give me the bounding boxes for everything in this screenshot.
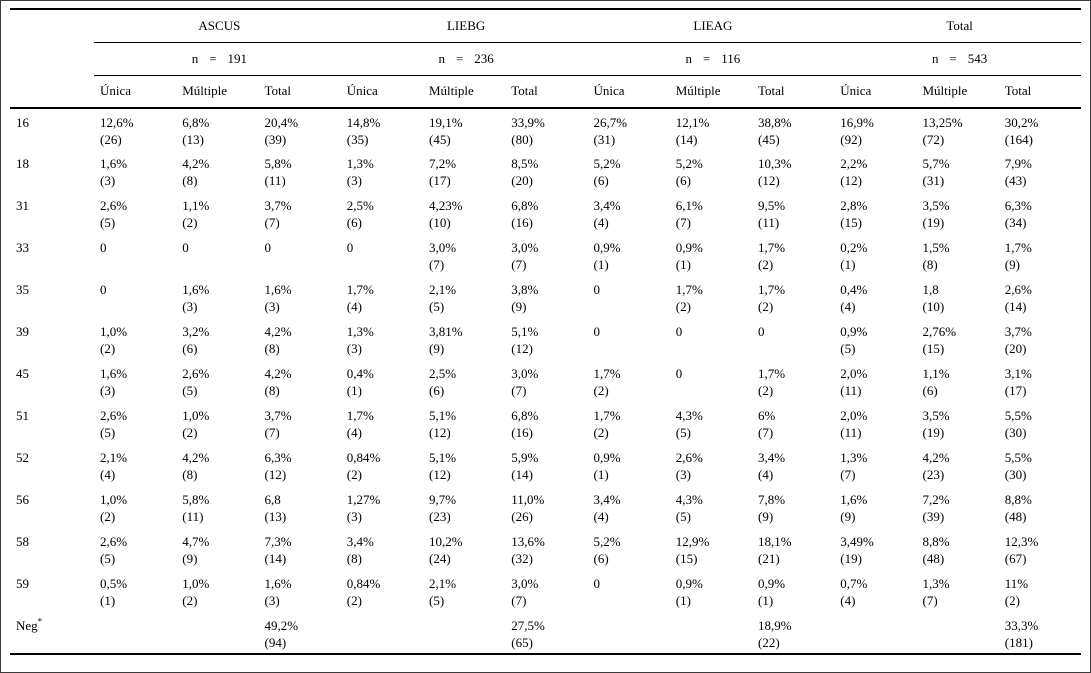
data-cell: 1,6% (3)	[100, 366, 128, 398]
data-cell: 0,2% (1)	[840, 240, 868, 272]
sample-size-ascus: n = 191	[94, 43, 341, 76]
data-cell: 2,0% (11)	[840, 408, 868, 440]
data-cell: 0	[182, 240, 189, 255]
data-cell: 2,0% (11)	[840, 366, 868, 398]
data-cell: 2,6% (14)	[1004, 282, 1032, 314]
data-cell: 19,1% (45)	[429, 115, 463, 147]
data-cell: 1,8 (10)	[922, 282, 945, 314]
data-cell: 2,1% (5)	[429, 576, 457, 608]
table-row-33	[10, 234, 1081, 276]
group-header-row	[10, 9, 1081, 43]
data-cell: 2,1% (5)	[429, 282, 457, 314]
data-cell	[176, 612, 258, 654]
table-body	[10, 108, 1081, 654]
data-cell: 1,6% (3)	[182, 282, 210, 314]
data-cell: 3,2% (6)	[182, 324, 210, 356]
data-cell: 3,4% (4)	[758, 450, 786, 482]
data-cell: 3,1% (17)	[1004, 366, 1032, 398]
row-label-51: 51	[16, 408, 29, 423]
data-cell: 1,1% (2)	[182, 198, 210, 230]
row-label-56: 56	[16, 492, 29, 507]
data-cell: 5,8% (11)	[182, 492, 210, 524]
data-cell: 0	[100, 240, 107, 255]
table-row-51	[10, 402, 1081, 444]
data-cell: 3,7% (7)	[264, 198, 292, 230]
data-cell: 6,3% (34)	[1004, 198, 1032, 230]
data-cell: 8,5% (20)	[511, 156, 539, 188]
data-cell: 13,25% (72)	[922, 115, 963, 147]
data-cell: 2,76% (15)	[922, 324, 957, 356]
data-cell: 38,8% (45)	[758, 115, 792, 147]
data-cell	[670, 612, 752, 654]
group-header-liebg: LIEBG	[341, 9, 588, 43]
data-cell: 1,7% (2)	[675, 282, 703, 314]
subheader-lieag-unica: Única	[588, 76, 670, 109]
table-row-45	[10, 360, 1081, 402]
data-cell: 30,2% (164)	[1004, 115, 1039, 147]
data-cell: 12,6% (26)	[100, 115, 134, 147]
table-header	[10, 9, 1081, 108]
row-label-33: 33	[16, 240, 29, 255]
row-label-52: 52	[16, 450, 29, 465]
data-cell: 1,5% (8)	[922, 240, 950, 272]
data-cell: 0,7% (4)	[840, 576, 868, 608]
data-cell	[588, 612, 670, 654]
data-cell	[834, 612, 916, 654]
data-cell: 3,4% (8)	[346, 534, 374, 566]
data-cell: 2,6% (3)	[675, 450, 703, 482]
data-cell: 7,3% (14)	[264, 534, 292, 566]
data-cell: 1,3% (7)	[922, 576, 950, 608]
data-cell: 4,2% (23)	[922, 450, 950, 482]
row-label-18: 18	[16, 156, 29, 171]
data-cell: 33,3% (181)	[1004, 618, 1039, 650]
data-cell: 4,3% (5)	[675, 492, 703, 524]
data-cell: 5,2% (6)	[593, 156, 621, 188]
data-cell: 1,7% (4)	[346, 408, 374, 440]
data-cell: 7,2% (39)	[922, 492, 950, 524]
data-cell: 14,8% (35)	[346, 115, 381, 147]
data-cell: 0,9% (1)	[675, 240, 703, 272]
data-cell: 0	[593, 576, 600, 591]
data-cell: 2,1% (4)	[100, 450, 128, 482]
data-cell: 11,0% (26)	[511, 492, 545, 524]
data-cell: 1,7% (2)	[593, 408, 621, 440]
data-cell: 3,81% (9)	[429, 324, 463, 356]
data-cell: 7,2% (17)	[429, 156, 457, 188]
data-cell: 2,6% (5)	[100, 408, 128, 440]
row-label-31: 31	[16, 198, 29, 213]
data-cell: 0	[593, 282, 600, 297]
data-cell: 1,6% (3)	[100, 156, 128, 188]
table-row-56	[10, 486, 1081, 528]
data-cell: 4,3% (5)	[675, 408, 703, 440]
row-label-16: 16	[16, 115, 29, 130]
data-cell: 4,7% (9)	[182, 534, 210, 566]
hpv-genotype-table	[10, 8, 1081, 655]
data-cell: 1,6% (3)	[264, 576, 292, 608]
data-cell: 11% (2)	[1004, 576, 1029, 608]
subheader-ascus-multiple: Múltiple	[176, 76, 258, 109]
data-cell: 1,7% (4)	[346, 282, 374, 314]
group-header-lieag: LIEAG	[588, 9, 835, 43]
data-cell: 1,3% (3)	[346, 324, 374, 356]
table-row-59	[10, 570, 1081, 612]
corner-cell	[10, 43, 94, 76]
data-cell: 0,84% (2)	[346, 450, 381, 482]
data-cell: 7,8% (9)	[758, 492, 786, 524]
row-label-45: 45	[16, 366, 29, 381]
data-cell: 2,6% (5)	[100, 198, 128, 230]
data-cell: 8,8% (48)	[922, 534, 950, 566]
table-row-52	[10, 444, 1081, 486]
data-cell: 3,7% (7)	[264, 408, 292, 440]
data-cell: 5,1% (12)	[429, 408, 457, 440]
data-cell: 3,0% (7)	[511, 576, 539, 608]
data-cell: 4,2% (8)	[182, 156, 210, 188]
data-cell: 0	[100, 282, 107, 297]
data-cell: 4,2% (8)	[264, 366, 292, 398]
data-cell: 5,7% (31)	[922, 156, 950, 188]
data-cell: 0	[675, 324, 683, 339]
group-header-ascus: ASCUS	[94, 9, 341, 43]
sample-size-row	[10, 43, 1081, 76]
subheader-total-multiple: Múltiple	[917, 76, 999, 109]
data-cell: 16,9% (92)	[840, 115, 874, 147]
data-cell: 5,2% (6)	[593, 534, 621, 566]
data-cell: 2,6% (5)	[182, 366, 210, 398]
data-cell: 3,0% (7)	[429, 240, 457, 272]
data-cell: 1,0% (2)	[100, 324, 128, 356]
data-cell: 1,0% (2)	[100, 492, 128, 524]
data-cell: 7,9% (43)	[1004, 156, 1032, 188]
data-cell: 1,27% (3)	[346, 492, 381, 524]
data-cell: 0	[264, 240, 271, 255]
data-cell: 3,49% (19)	[840, 534, 874, 566]
data-cell: 33,9% (80)	[511, 115, 545, 147]
group-header-total: Total	[834, 9, 1081, 43]
data-cell: 3,5% (19)	[922, 198, 950, 230]
data-cell: 18,9% (22)	[758, 618, 792, 650]
corner-cell	[10, 76, 94, 109]
data-cell: 26,7% (31)	[593, 115, 628, 147]
data-cell: 1,7% (2)	[758, 282, 786, 314]
data-cell: 5,5% (30)	[1004, 408, 1032, 440]
data-cell: 1,6% (3)	[264, 282, 292, 314]
data-cell: 13,6% (32)	[511, 534, 545, 566]
data-cell: 2,5% (6)	[429, 366, 457, 398]
subheader-lieag-multiple: Múltiple	[670, 76, 752, 109]
data-cell: 2,2% (12)	[840, 156, 868, 188]
table-row-18	[10, 150, 1081, 192]
data-cell: 0,9% (1)	[675, 576, 703, 608]
data-cell: 4,2% (8)	[182, 450, 210, 482]
data-cell: 6,8% (16)	[511, 198, 539, 230]
data-cell: 6% (7)	[758, 408, 776, 440]
data-cell: 1,6% (9)	[840, 492, 868, 524]
data-cell: 6,1% (7)	[675, 198, 703, 230]
subheader-lieag-total: Total	[752, 76, 834, 109]
row-label-neg: Neg*	[16, 616, 43, 633]
data-cell: 20,4% (39)	[264, 115, 299, 147]
data-cell	[94, 612, 176, 654]
corner-cell	[10, 9, 94, 43]
data-cell: 6,8% (16)	[511, 408, 539, 440]
table-row-31	[10, 192, 1081, 234]
data-cell: 0,4% (1)	[346, 366, 374, 398]
data-cell: 3,8% (9)	[511, 282, 539, 314]
data-cell: 0,9% (5)	[840, 324, 868, 356]
table-row-35	[10, 276, 1081, 318]
data-cell: 1,3% (3)	[346, 156, 374, 188]
data-cell: 12,3% (67)	[1004, 534, 1039, 566]
data-cell: 5,2% (6)	[675, 156, 703, 188]
sample-size-total: n = 543	[834, 43, 1081, 76]
data-cell: 1,1% (6)	[922, 366, 950, 398]
data-cell: 49,2% (94)	[264, 618, 299, 650]
table-row-39	[10, 318, 1081, 360]
data-cell: 6,8% (13)	[182, 115, 210, 147]
data-cell: 9,7% (23)	[429, 492, 457, 524]
data-cell: 0	[675, 366, 683, 381]
row-label-59: 59	[16, 576, 29, 591]
row-label-58: 58	[16, 534, 29, 549]
data-cell: 5,8% (11)	[264, 156, 292, 188]
data-cell: 0	[758, 324, 765, 339]
data-cell: 10,3% (12)	[758, 156, 792, 188]
subheader-liebg-multiple: Múltiple	[423, 76, 505, 109]
data-cell: 1,7% (9)	[1004, 240, 1032, 272]
data-cell: 0,4% (4)	[840, 282, 868, 314]
data-cell: 0,9% (1)	[593, 450, 621, 482]
data-cell: 2,8% (15)	[840, 198, 868, 230]
data-cell: 2,6% (5)	[100, 534, 128, 566]
footnote-marker: *	[37, 616, 43, 627]
data-cell: 1,7% (2)	[593, 366, 621, 398]
sample-size-liebg: n = 236	[341, 43, 588, 76]
data-cell: 1,7% (2)	[758, 366, 786, 398]
data-cell: 6,8 (13)	[264, 492, 287, 524]
data-cell: 10,2% (24)	[429, 534, 463, 566]
data-cell: 27,5% (65)	[511, 618, 545, 650]
table-row-58	[10, 528, 1081, 570]
data-cell: 0	[346, 240, 354, 255]
data-cell: 1,3% (7)	[840, 450, 868, 482]
data-cell: 3,0% (7)	[511, 366, 539, 398]
data-cell: 0,9% (1)	[593, 240, 621, 272]
data-cell: 5,1% (12)	[511, 324, 539, 356]
data-cell: 1,0% (2)	[182, 408, 210, 440]
data-cell: 12,1% (14)	[675, 115, 710, 147]
data-cell: 3,7% (20)	[1004, 324, 1032, 356]
data-cell	[423, 612, 505, 654]
data-cell: 4,23% (10)	[429, 198, 463, 230]
row-label-35: 35	[16, 282, 29, 297]
subheader-total-unica: Única	[834, 76, 916, 109]
data-cell: 6,3% (12)	[264, 450, 292, 482]
data-cell	[341, 612, 423, 654]
table-row-16	[10, 108, 1081, 150]
subheader-total-total: Total	[999, 76, 1081, 109]
data-cell: 8,8% (48)	[1004, 492, 1032, 524]
table-row-neg	[10, 612, 1081, 654]
data-cell: 1,7% (2)	[758, 240, 786, 272]
data-cell: 1,0% (2)	[182, 576, 210, 608]
data-cell: 3,0% (7)	[511, 240, 539, 272]
data-cell	[917, 612, 999, 654]
data-cell: 3,4% (4)	[593, 492, 621, 524]
data-cell: 0	[593, 324, 600, 339]
subheader-ascus-total: Total	[259, 76, 341, 109]
subheader-ascus-unica: Única	[94, 76, 176, 109]
data-cell: 4,2% (8)	[264, 324, 292, 356]
data-cell: 0,9% (1)	[758, 576, 786, 608]
data-cell: 9,5% (11)	[758, 198, 786, 230]
data-cell: 5,5% (30)	[1004, 450, 1032, 482]
row-label-39: 39	[16, 324, 29, 339]
data-cell: 0,5% (1)	[100, 576, 128, 608]
sample-size-lieag: n = 116	[588, 43, 835, 76]
subheader-row	[10, 76, 1081, 109]
data-cell: 2,5% (6)	[346, 198, 374, 230]
data-cell: 0,84% (2)	[346, 576, 381, 608]
subheader-liebg-unica: Única	[341, 76, 423, 109]
data-cell: 12,9% (15)	[675, 534, 710, 566]
data-cell: 3,5% (19)	[922, 408, 950, 440]
data-cell: 5,1% (12)	[429, 450, 457, 482]
data-cell: 3,4% (4)	[593, 198, 621, 230]
subheader-liebg-total: Total	[505, 76, 587, 109]
data-cell: 5,9% (14)	[511, 450, 539, 482]
data-cell: 18,1% (21)	[758, 534, 792, 566]
